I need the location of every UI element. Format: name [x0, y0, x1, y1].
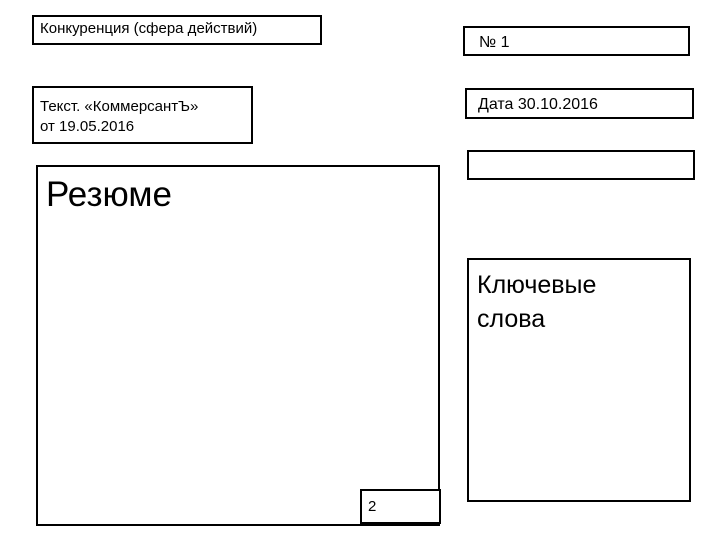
card-number-text: № 1 [479, 34, 510, 51]
keywords-label-line2: слова [477, 305, 546, 333]
page-number-box [360, 489, 441, 524]
summary-label: Резюме [46, 175, 172, 214]
keywords-box [467, 258, 691, 502]
summary-box [36, 165, 440, 526]
page-number-text: 2 [368, 498, 377, 515]
date-field [465, 88, 694, 119]
source-text-line2: от 19.05.2016 [40, 118, 135, 135]
topic-field [32, 15, 322, 45]
date-text: Дата 30.10.2016 [478, 96, 598, 113]
source-field [32, 86, 253, 144]
keywords-label-line1: Ключевые [477, 271, 597, 299]
topic-text: Конкуренция (сфера действий) [40, 20, 258, 37]
blank-field [467, 150, 695, 180]
card-number-field [463, 26, 690, 56]
source-text-line1: Текст. «КоммерсантЪ» [40, 98, 199, 115]
